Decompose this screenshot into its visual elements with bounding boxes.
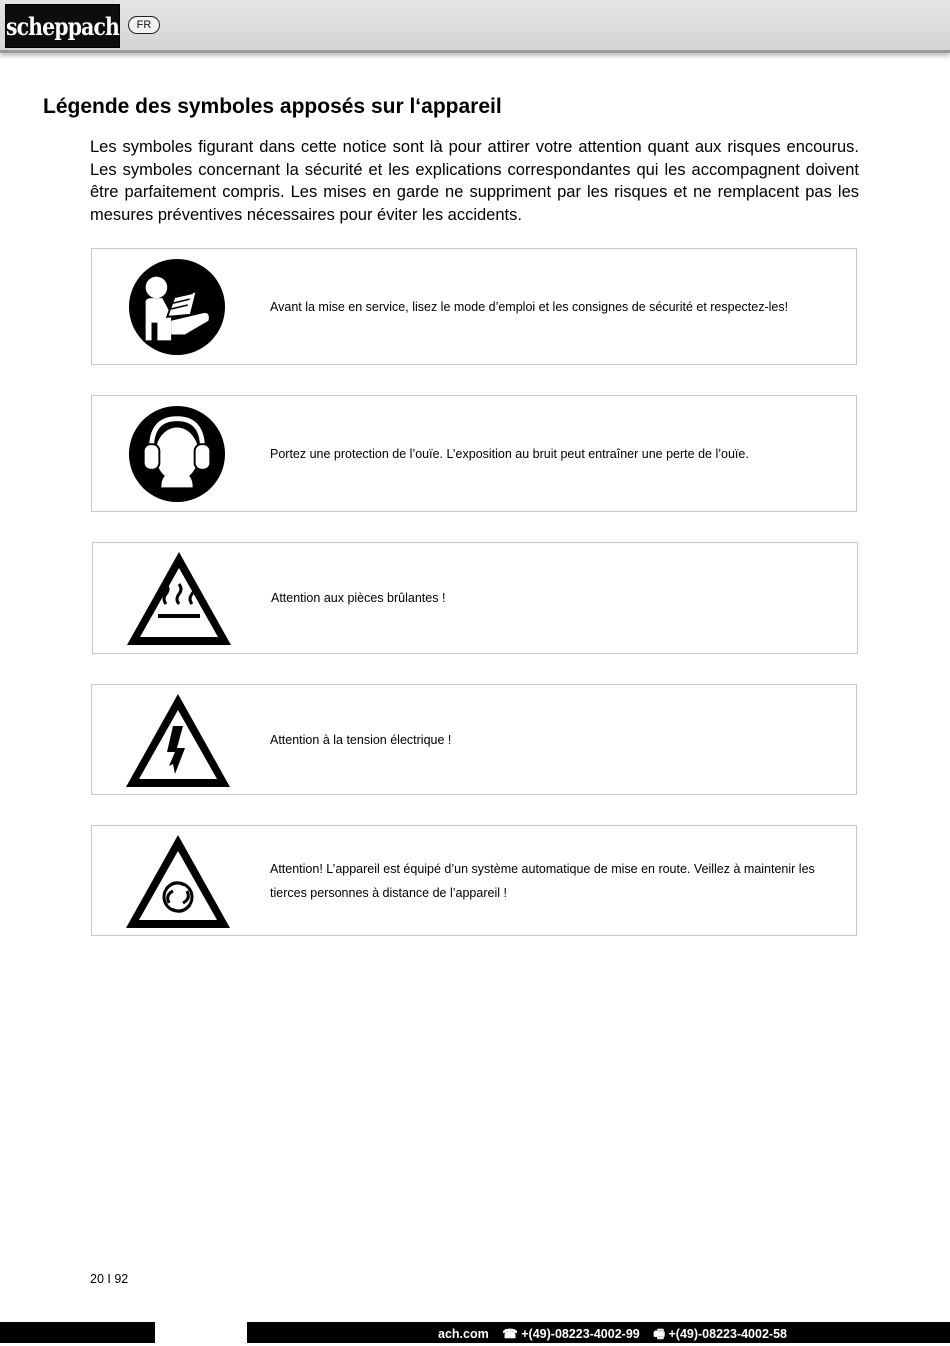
- brand-logo: [5, 4, 120, 48]
- symbol-text-ear-protection: Portez une protection de l’ouïe. L’exposition au bruit peut entraîner une perte de l’ouïe.: [270, 447, 749, 461]
- symbol-text-automatic-start: Attention! L’appareil est équipé d’un système automatique de mise en route. Veillez à maintenir les tierces personnes à distance de l’appareil !: [270, 862, 815, 900]
- language-badge: FR: [128, 16, 160, 34]
- read-manual-icon: [128, 258, 226, 356]
- intro-paragraph: Les symboles figurant dans cette notice sont là pour attirer votre attention quant aux risques encourus. Les symboles concernant la sécurité et les explications correspondantes qui les accompagnent doivent être parfaitement compris. Les mises en garde ne suppriment par les risques et ne remplacent pas les mesures préventives nécessaires pour éviter les accidents.: [90, 138, 859, 224]
- footer-gap: [155, 1322, 247, 1343]
- symbol-text-electric-voltage: Attention à la tension électrique !: [270, 733, 452, 747]
- brand-logo-text: scheppach: [5, 11, 120, 41]
- page-title: Légende des symboles apposés sur l‘appareil: [43, 95, 502, 118]
- automatic-start-warning-icon: [123, 831, 233, 931]
- page-number: 20 I 92: [90, 1272, 129, 1286]
- header-bar: [0, 0, 950, 53]
- footer-fax: 🖷 +(49)-08223-4002-58: [653, 1327, 787, 1341]
- footer-website[interactable]: ach.com: [438, 1327, 489, 1341]
- symbol-row-automatic-start: [91, 825, 857, 936]
- symbol-row-read-manual: [91, 248, 857, 365]
- symbol-text-hot-surface: Attention aux pièces brûlantes !: [271, 591, 446, 605]
- symbol-row-hot-surface: [92, 542, 858, 654]
- footer-contact: [438, 1325, 797, 1346]
- footer-phone: ☎ +(49)-08223-4002-99: [502, 1327, 640, 1341]
- hot-surface-warning-icon: [124, 548, 234, 648]
- symbol-text-read-manual: Avant la mise en service, lisez le mode d’emploi et les consignes de sécurité et respectez-les!: [270, 300, 789, 314]
- electric-voltage-warning-icon: [123, 690, 233, 790]
- ear-protection-icon: [128, 405, 226, 503]
- symbol-row-electric-voltage: [91, 684, 857, 795]
- footer-bar: [0, 1322, 950, 1343]
- symbol-row-ear-protection: [91, 395, 857, 512]
